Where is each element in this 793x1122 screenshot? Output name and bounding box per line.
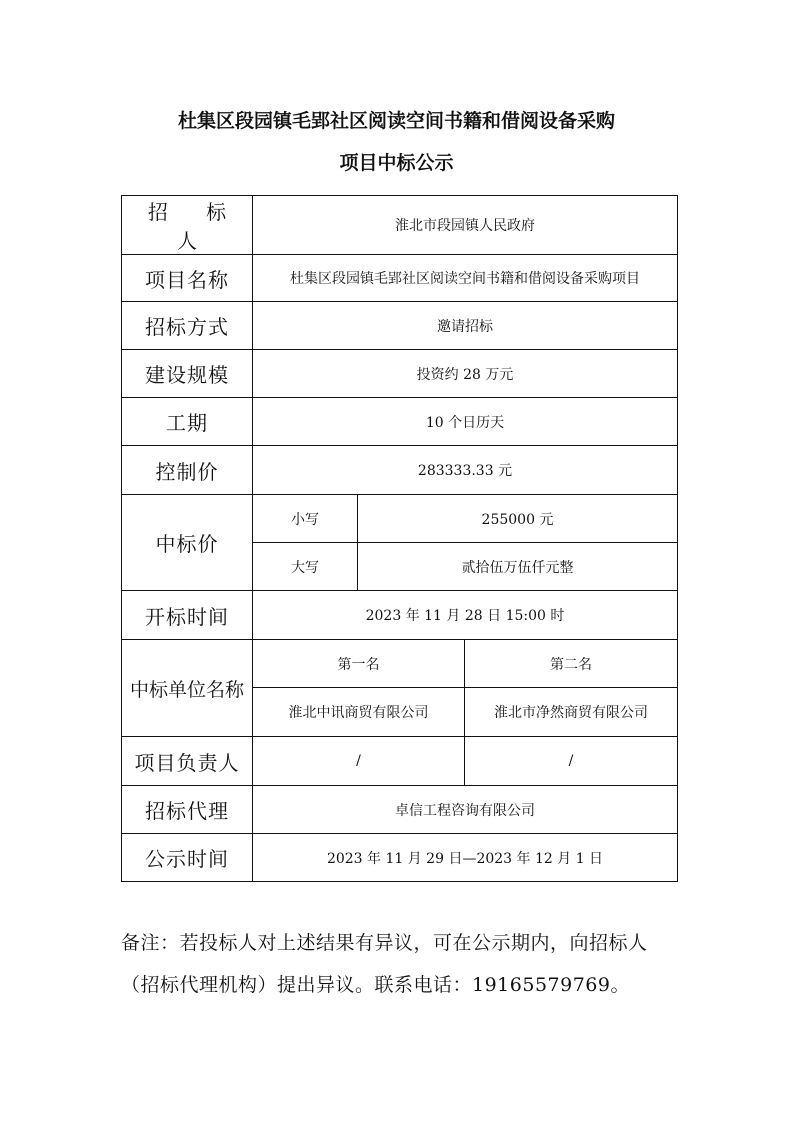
winner-label: 中标单位名称	[122, 640, 253, 737]
scale-label: 建设规模	[122, 350, 253, 398]
control-price-label: 控制价	[122, 446, 253, 495]
method-value: 邀请招标	[253, 302, 678, 350]
row-scale	[122, 350, 678, 398]
document-title: 杜集区段园镇毛郢社区阅读空间书籍和借阅设备采购	[177, 110, 615, 132]
period-value: 10 个日历天	[253, 398, 678, 446]
upper-case-value: 贰拾伍万伍仟元整	[358, 543, 678, 591]
row-bid-price-lower	[122, 495, 678, 543]
second-place-company: 淮北市净然商贸有限公司	[465, 688, 678, 737]
bid-price-label: 中标价	[122, 495, 253, 591]
award-table	[121, 195, 678, 882]
scale-value: 投资约 28 万元	[253, 350, 678, 398]
tenderer-value: 淮北市段园镇人民政府	[253, 196, 678, 255]
opening-time-value: 2023 年 11 月 28 日 15:00 时	[253, 591, 678, 640]
agent-label: 招标代理	[122, 786, 253, 834]
document-subtitle: 项目中标公示	[339, 152, 454, 174]
project-name-label: 项目名称	[122, 255, 253, 302]
control-price-value: 283333.33 元	[253, 446, 678, 495]
row-publicity-time	[122, 834, 678, 882]
row-tenderer	[122, 196, 678, 255]
project-name-value: 杜集区段园镇毛郢社区阅读空间书籍和借阅设备采购项目	[253, 255, 678, 302]
lower-case-label: 小写	[253, 495, 358, 543]
manager-second: /	[465, 737, 678, 786]
lower-case-value: 255000 元	[358, 495, 678, 543]
row-period	[122, 398, 678, 446]
tenderer-label: 招 标 人	[122, 196, 253, 255]
publicity-label: 公示时间	[122, 834, 253, 882]
row-opening-time	[122, 591, 678, 640]
manager-first: /	[253, 737, 465, 786]
first-place-header: 第一名	[253, 640, 465, 688]
row-agent	[122, 786, 678, 834]
period-label: 工期	[122, 398, 253, 446]
row-control-price	[122, 446, 678, 495]
second-place-header: 第二名	[465, 640, 678, 688]
row-method	[122, 302, 678, 350]
opening-time-label: 开标时间	[122, 591, 253, 640]
method-label: 招标方式	[122, 302, 253, 350]
manager-label: 项目负责人	[122, 737, 253, 786]
upper-case-label: 大写	[253, 543, 358, 591]
first-place-company: 淮北中讯商贸有限公司	[253, 688, 465, 737]
publicity-value: 2023 年 11 月 29 日—2023 年 12 月 1 日	[253, 834, 678, 882]
row-manager	[122, 737, 678, 786]
row-project-name	[122, 255, 678, 302]
agent-value: 卓信工程咨询有限公司	[253, 786, 678, 834]
row-winner-header	[122, 640, 678, 688]
remarks-note: 备注：若投标人对上述结果有异议，可在公示期内，向招标人（招标代理机构）提出异议。联系电话：19165579769。	[121, 932, 648, 996]
